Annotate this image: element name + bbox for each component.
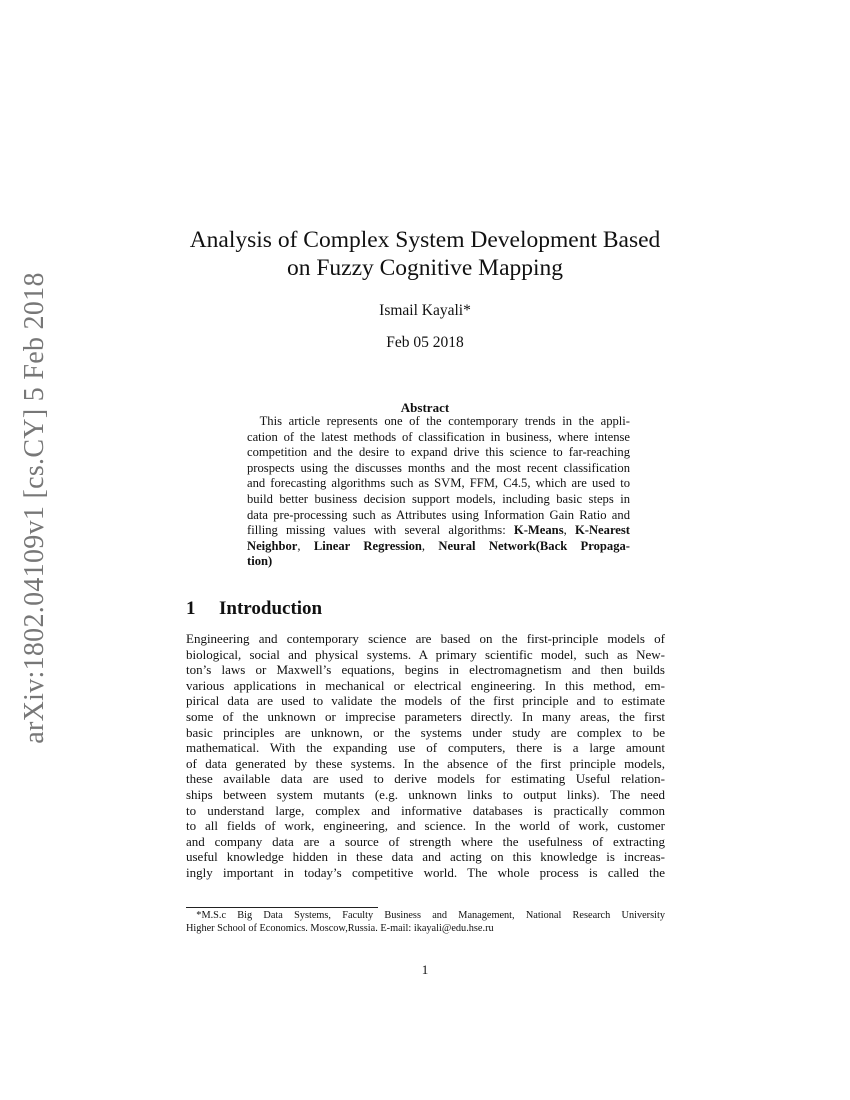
text-segment: build better business decision support models, including basic steps in bbox=[247, 491, 630, 506]
abstract-line bbox=[247, 492, 630, 508]
text-segment: , bbox=[421, 538, 439, 553]
title-line: Analysis of Complex System Development Based bbox=[189, 227, 661, 253]
paper-title bbox=[150, 226, 700, 282]
text-line: ton’s laws or Maxwell’s equations, begins in electromagnetism and then builds bbox=[186, 662, 665, 678]
abstract-line bbox=[247, 554, 630, 570]
text-line: biological, social and physical systems. A primary scientific model, such as New- bbox=[186, 646, 665, 662]
title-line: on Fuzzy Cognitive Mapping bbox=[286, 255, 564, 281]
text-line: pirical data are used to validate the models of the first principle and to estimate bbox=[186, 693, 665, 709]
bold-term: Linear Regression bbox=[313, 538, 422, 553]
text-line: *M.S.c Big Data Systems, Faculty Business and Management, National Research University bbox=[186, 910, 665, 921]
footnote bbox=[186, 909, 665, 935]
text-line: ingly important in today’s competitive world. The whole process is called the bbox=[186, 864, 665, 880]
text-segment: , bbox=[297, 538, 314, 553]
text-line: of data generated by these systems. In the absence of the first principle models, bbox=[186, 755, 665, 771]
text-line: Higher School of Economics. Moscow,Russia. E-mail: ikayali@edu.hse.ru bbox=[186, 923, 494, 934]
text-line: basic principles are unknown, or the systems under study are complex to be bbox=[186, 724, 665, 740]
abstract-body bbox=[247, 414, 630, 570]
section-title: Introduction bbox=[219, 598, 323, 619]
abstract-line bbox=[247, 414, 630, 430]
section-heading bbox=[186, 598, 322, 620]
text-line: mathematical. With the expanding use of computers, there is a large amount bbox=[186, 740, 665, 756]
bold-term: K-Means bbox=[513, 523, 564, 538]
text-segment: prospects using the discusses months and the most recent classification bbox=[247, 460, 630, 475]
arxiv-identifier-stamp: arXiv:1802.04109v1 [cs.CY] 5 Feb 2018 bbox=[19, 272, 50, 744]
text-segment: cation of the latest methods of classification in business, where intense bbox=[247, 429, 630, 444]
text-segment: data pre-processing such as Attributes using Information Gain Ratio and bbox=[247, 507, 630, 522]
text-line: to understand large, complex and informative databases is practically common bbox=[186, 802, 665, 818]
bold-term: Neighbor bbox=[247, 538, 298, 553]
abstract-line bbox=[247, 523, 630, 539]
text-line: these available data are used to derive models for estimating Useful relation- bbox=[186, 771, 665, 787]
text-line: and company data are a source of strength where the usefulness of extracting bbox=[186, 833, 665, 849]
bold-term: tion) bbox=[247, 554, 273, 569]
text-segment: filling missing values with several algorithms: bbox=[247, 523, 514, 538]
abstract-line bbox=[247, 539, 630, 555]
date: Feb 05 2018 bbox=[386, 334, 464, 351]
body-text bbox=[186, 631, 665, 881]
text-line: Engineering and contemporary science are based on the first-principle models of bbox=[186, 631, 665, 646]
footnote-rule bbox=[186, 907, 378, 908]
text-line: various applications in mechanical or electrical engineering. In this method, em- bbox=[186, 677, 665, 693]
page-number: 1 bbox=[421, 962, 429, 977]
abstract-heading: Abstract bbox=[400, 400, 450, 415]
bold-term: Neural Network(Back Propaga- bbox=[438, 538, 630, 553]
text-segment: This article represents one of the contemporary trends in the appli- bbox=[247, 414, 630, 428]
abstract-line bbox=[247, 445, 630, 461]
text-segment: , bbox=[563, 523, 575, 538]
text-line: useful knowledge hidden in these data and acting on this knowledge is increas- bbox=[186, 849, 665, 865]
text-segment: and forecasting algorithms such as SVM, FFM, C4.5, which are used to bbox=[247, 476, 630, 491]
abstract-line bbox=[247, 430, 630, 446]
text-line: some of the unknown or imprecise parameters directly. In many areas, the first bbox=[186, 708, 665, 724]
author: Ismail Kayali* bbox=[379, 302, 471, 319]
text-line: to all fields of work, engineering, and science. In the world of work, customer bbox=[186, 818, 665, 834]
bold-term: K-Nearest bbox=[574, 523, 630, 538]
abstract-line bbox=[247, 461, 630, 477]
text-segment: competition and the desire to expand drive this science to far-reaching bbox=[247, 445, 630, 460]
text-line: ships between system mutants (e.g. unknown links to output links). The need bbox=[186, 786, 665, 802]
abstract-line bbox=[247, 508, 630, 524]
abstract-line bbox=[247, 476, 630, 492]
section-number: 1 bbox=[186, 598, 196, 619]
